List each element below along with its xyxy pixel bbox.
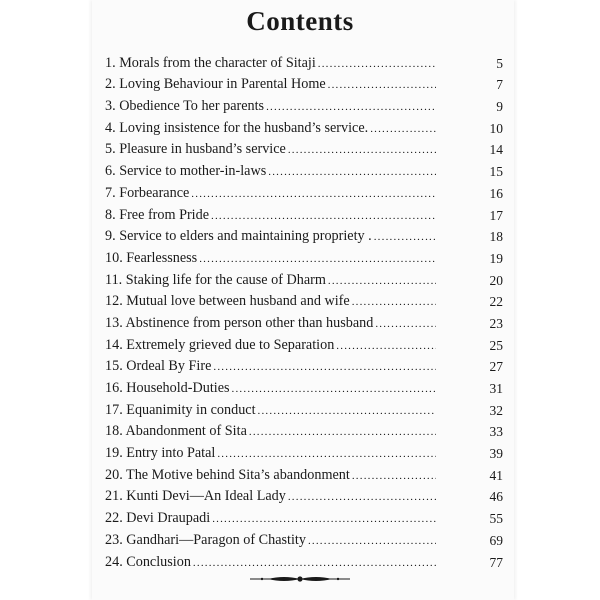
toc-entry-text	[105, 272, 436, 289]
toc-entry	[105, 397, 503, 419]
toc-entry-text	[105, 445, 436, 462]
toc-entry-title: 21. Kunti Devi—An Ideal Lady	[105, 488, 286, 505]
toc-entry	[105, 158, 503, 180]
dot-leader	[370, 122, 436, 137]
toc-entry	[105, 527, 503, 549]
toc-page-number: 16	[489, 185, 503, 201]
toc-entry-text	[105, 207, 436, 224]
toc-entry-text	[105, 315, 436, 332]
toc-entry	[105, 115, 503, 137]
toc-entry	[105, 72, 503, 94]
toc-page-number: 15	[489, 164, 503, 180]
toc-entry-title: 15. Ordeal By Fire	[105, 358, 212, 375]
toc-entry-text	[105, 55, 436, 72]
toc-entry-text	[105, 250, 436, 267]
toc-entry-text	[105, 141, 436, 158]
toc-entry-text	[105, 185, 436, 202]
toc-entry-text	[105, 423, 436, 440]
toc-entry-title: 4. Loving insistence for the husband’s service.	[105, 119, 369, 136]
dot-leader	[375, 317, 436, 332]
dot-leader	[336, 339, 436, 354]
toc-entry	[105, 419, 503, 441]
toc-entry-title: 5. Pleasure in husband’s service	[105, 141, 286, 158]
toc-page-number: 39	[489, 446, 503, 462]
toc-entry-title: 18. Abandonment of Sita	[105, 423, 247, 440]
toc-page-number: 55	[489, 511, 503, 527]
toc-page-number: 69	[489, 532, 503, 548]
toc-entry-title: 14. Extremely grieved due to Separation	[105, 336, 335, 353]
dot-leader	[328, 78, 436, 93]
toc-entry-title: 7. Forbearance	[105, 184, 190, 201]
toc-page-number: 20	[489, 272, 503, 288]
toc-entry-title: 20. The Motive behind Sita’s abandonment	[105, 466, 350, 483]
toc-page-number: 7	[496, 77, 503, 93]
toc-page-number: 77	[489, 554, 503, 570]
toc-entry-title: 16. Household-Duties	[105, 380, 230, 396]
toc-entry-title: 10. Fearlessness	[105, 249, 198, 266]
toc-page-number: 9	[496, 99, 503, 115]
toc-entry	[105, 332, 503, 354]
toc-entry-text	[105, 467, 436, 484]
toc-entry-title: 3. Obedience To her parents	[105, 98, 265, 115]
toc-page-number: 27	[489, 359, 503, 375]
toc-entry-text	[105, 510, 436, 527]
dot-leader	[308, 534, 436, 549]
toc-page-number: 5	[496, 55, 503, 71]
dot-leader	[288, 143, 436, 158]
toc-page-number: 31	[489, 381, 503, 396]
toc-page-number: 19	[489, 250, 503, 266]
table-of-contents	[105, 50, 503, 571]
toc-entry	[105, 180, 503, 202]
dot-leader	[232, 382, 436, 397]
toc-entry-text	[105, 120, 436, 137]
dot-leader	[318, 57, 436, 72]
toc-entry	[105, 137, 503, 159]
toc-entry-text	[105, 228, 436, 245]
toc-entry	[105, 267, 503, 289]
toc-entry	[105, 440, 503, 462]
toc-page-number: 41	[489, 467, 503, 483]
toc-entry	[105, 375, 503, 397]
toc-entry-text	[105, 488, 436, 505]
toc-entry-title: 2. Loving Behaviour in Parental Home	[105, 76, 326, 93]
toc-page-number: 32	[489, 402, 503, 418]
dot-leader	[211, 209, 436, 224]
toc-page-number: 46	[489, 489, 503, 505]
toc-page-number: 33	[489, 424, 503, 440]
dot-leader	[191, 187, 436, 202]
toc-entry-title: 13. Abstinence from person other than husband	[105, 314, 374, 331]
toc-entry-title: 23. Gandhari—Paragon of Chastity	[105, 531, 306, 548]
toc-page-number: 25	[489, 337, 503, 353]
toc-page-number: 14	[489, 142, 503, 158]
toc-entry-title: 1. Morals from the character of Sitaji	[105, 54, 316, 71]
dot-leader	[193, 556, 436, 571]
toc-entry-text	[105, 402, 436, 419]
toc-entry-title: 8. Free from Pride	[105, 206, 210, 223]
toc-entry-text	[105, 163, 436, 180]
toc-entry-text	[105, 293, 436, 310]
toc-entry-text	[105, 554, 436, 571]
toc-page-number: 10	[489, 120, 503, 136]
toc-entry-text	[105, 532, 436, 549]
dot-leader	[249, 425, 436, 440]
page-title: Contents	[246, 6, 354, 36]
toc-entry	[105, 505, 503, 527]
toc-entry	[105, 50, 503, 72]
toc-entry	[105, 354, 503, 376]
toc-page-number: 17	[489, 207, 503, 223]
toc-entry-text	[105, 337, 436, 354]
toc-entry	[105, 549, 503, 571]
toc-page-number: 23	[489, 315, 503, 331]
dot-leader	[217, 447, 436, 462]
toc-entry-title: 24. Conclusion	[105, 553, 191, 570]
dot-leader	[352, 469, 436, 484]
toc-entry-title: 12. Mutual love between husband and wife	[105, 293, 350, 310]
dot-leader	[258, 404, 436, 419]
toc-entry-text	[105, 380, 436, 397]
dot-leader	[212, 512, 436, 527]
dot-leader	[288, 490, 436, 505]
toc-entry-title: 19. Entry into Patal	[105, 445, 216, 462]
toc-entry-text	[105, 358, 436, 375]
dot-leader	[374, 230, 436, 245]
toc-entry	[105, 462, 503, 484]
dot-leader	[328, 274, 436, 289]
toc-page-number: 22	[489, 294, 503, 310]
dot-leader	[199, 252, 436, 267]
dot-leader	[268, 165, 436, 180]
toc-entry-title: 22. Devi Draupadi	[105, 510, 211, 527]
toc-entry-text	[105, 98, 436, 115]
toc-entry	[105, 289, 503, 311]
ornamental-divider-icon	[250, 573, 350, 585]
dot-leader	[352, 295, 436, 310]
dot-leader	[266, 100, 436, 115]
dot-leader	[213, 360, 436, 375]
toc-entry-text	[105, 76, 436, 93]
toc-entry	[105, 245, 503, 267]
toc-entry-title: 6. Service to mother-in-laws	[105, 163, 267, 180]
toc-entry-title: 17. Equanimity in conduct	[105, 401, 256, 418]
toc-page-number: 18	[489, 229, 503, 245]
toc-entry	[105, 93, 503, 115]
toc-entry-title: 11. Staking life for the cause of Dharm	[105, 271, 326, 288]
toc-entry	[105, 310, 503, 332]
toc-entry-title: 9. Service to elders and maintaining propriety .	[105, 228, 372, 245]
toc-entry	[105, 224, 503, 246]
toc-entry	[105, 202, 503, 224]
toc-entry	[105, 484, 503, 506]
